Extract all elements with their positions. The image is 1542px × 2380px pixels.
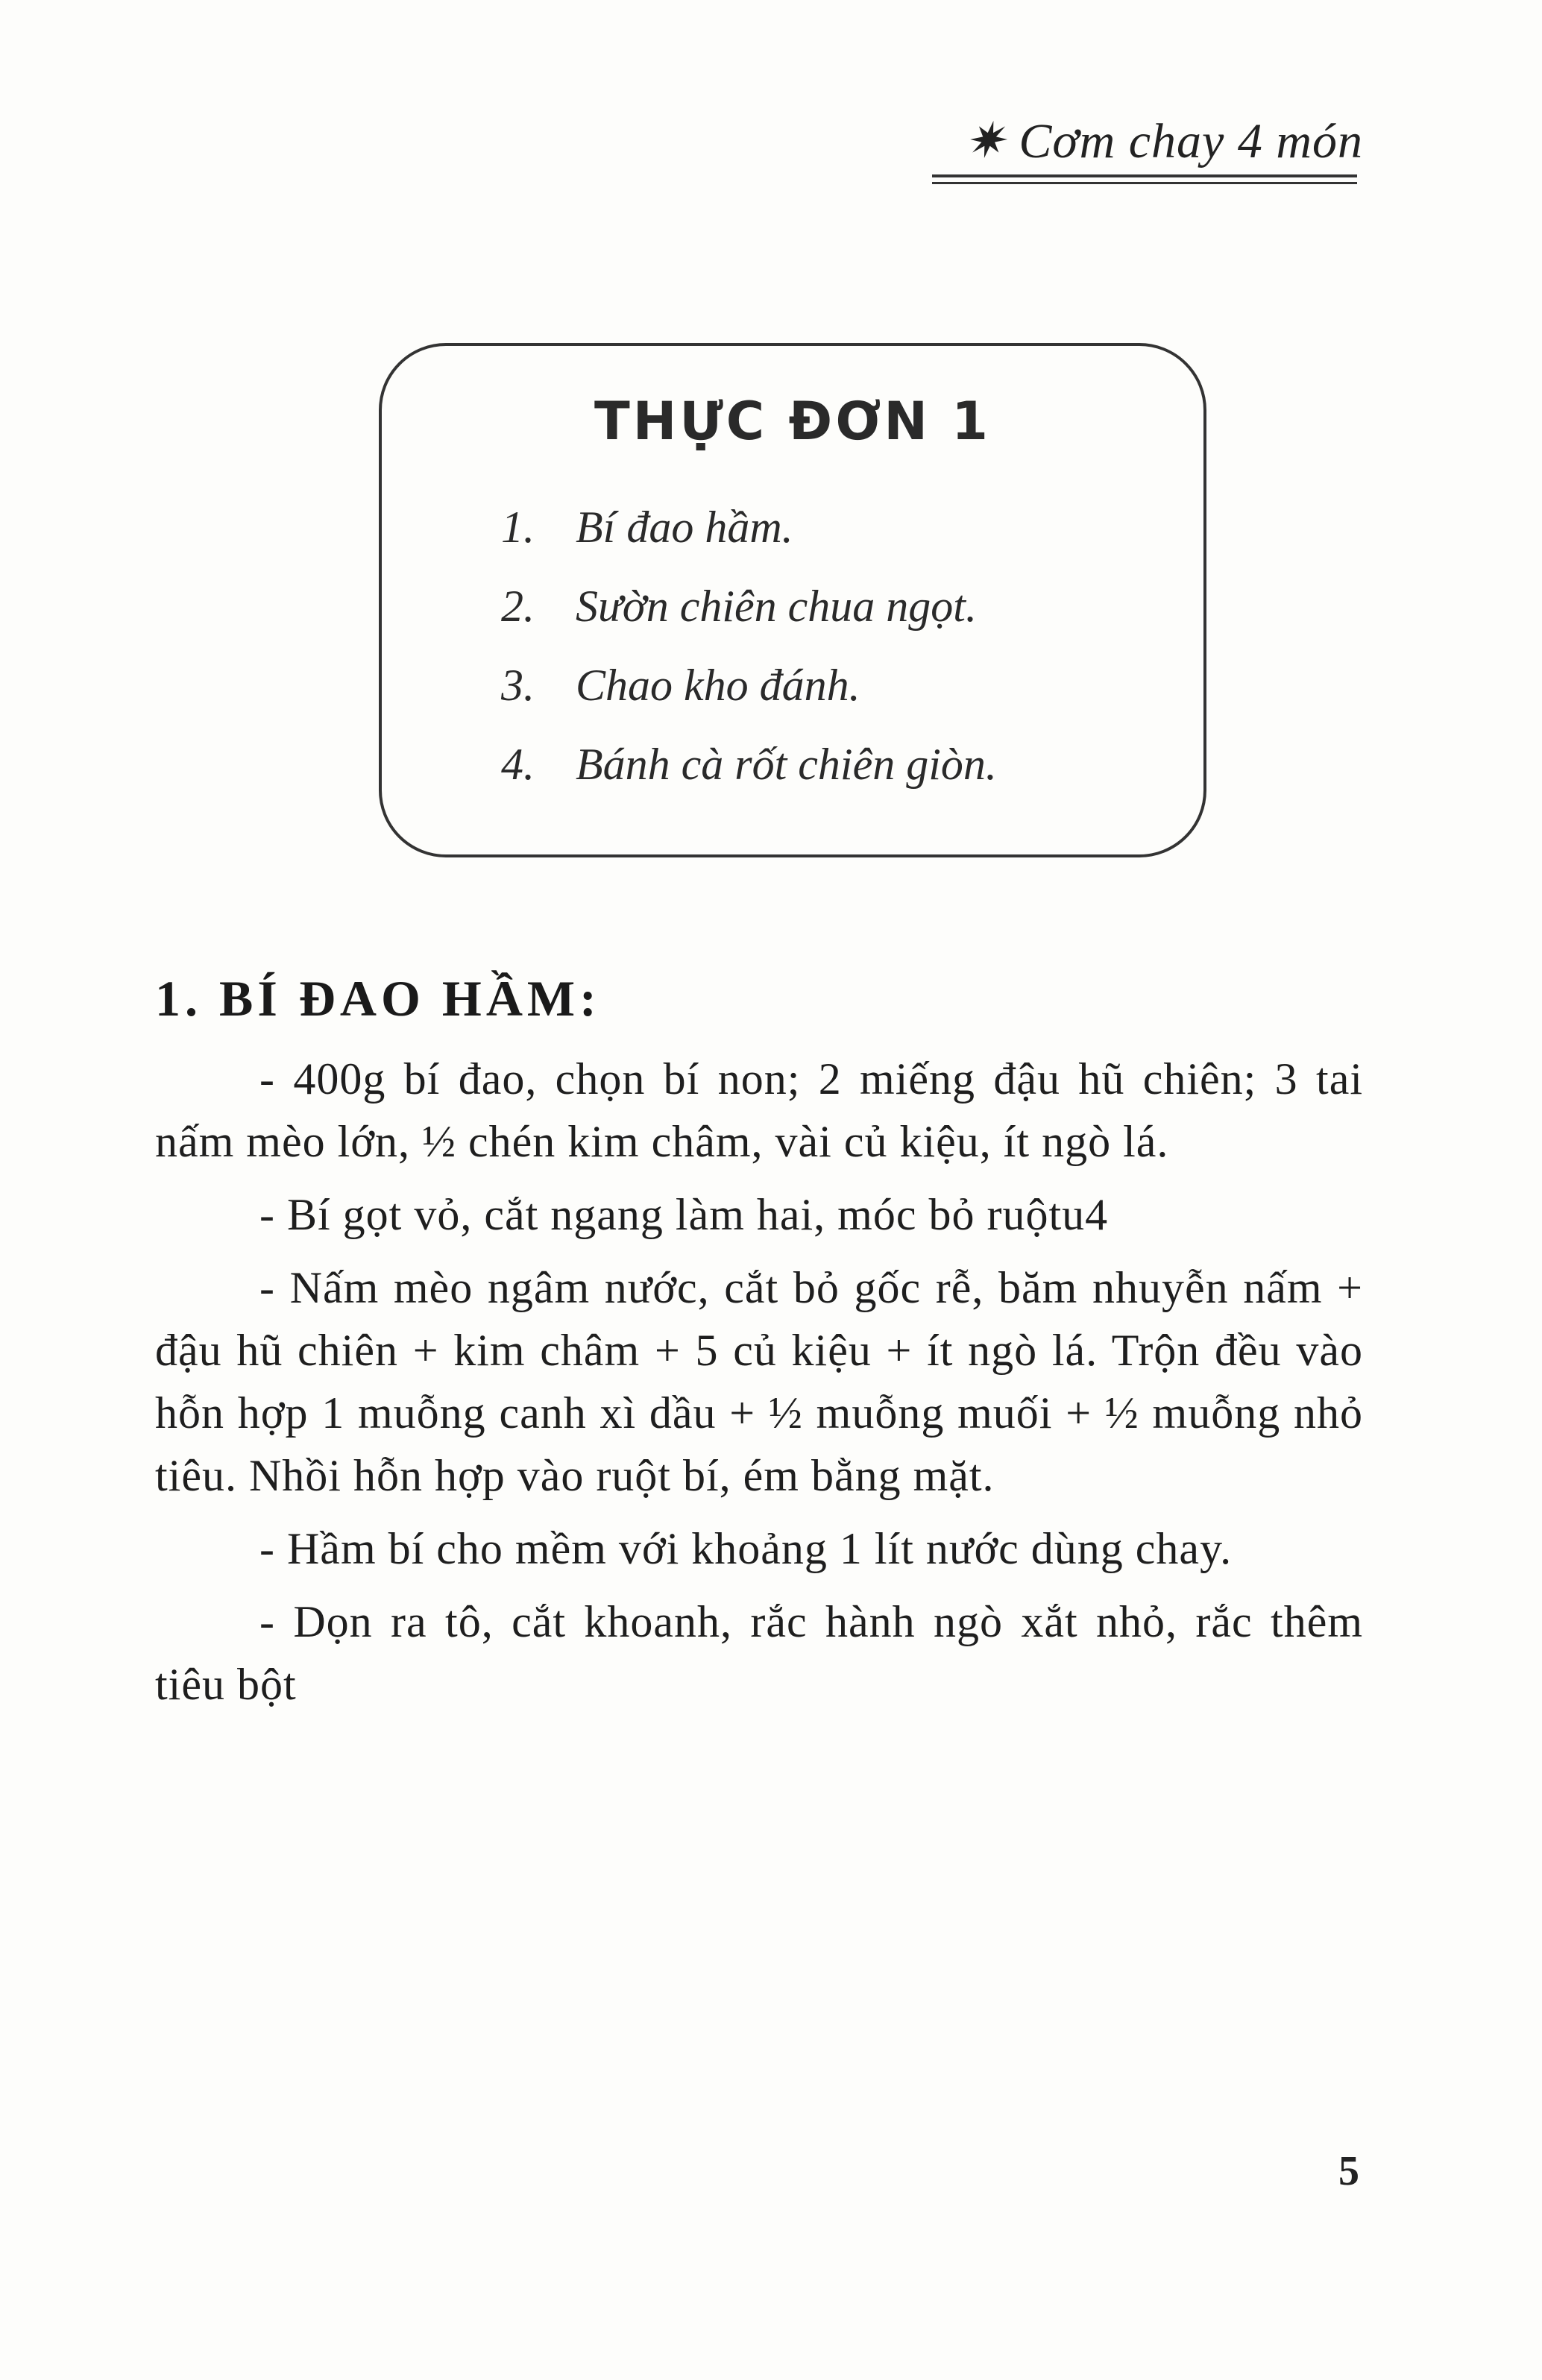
paragraph-step: - Bí gọt vỏ, cắt ngang làm hai, móc bỏ ruộtu4 bbox=[259, 1190, 1109, 1239]
section-title: 1. BÍ ĐAO HẦM: bbox=[155, 970, 601, 1027]
header-rule-top bbox=[932, 174, 1357, 177]
paragraph-ingredients: - 400g bí đao, chọn bí non; 2 miếng đậu hũ chiên; 3 tai nấm mèo lớn, ½ chén kim châm, vài củ kiệu, ít ngò lá. bbox=[155, 1054, 1363, 1166]
header-rule-bottom bbox=[932, 182, 1357, 184]
menu-item bbox=[501, 725, 997, 804]
menu-title: THỰC ĐƠN 1 bbox=[594, 391, 992, 452]
menu-box bbox=[379, 343, 1206, 857]
menu-item-number: 1. bbox=[501, 503, 535, 552]
menu-list bbox=[501, 488, 997, 804]
menu-item bbox=[501, 488, 997, 567]
page-number: 5 bbox=[1338, 2148, 1359, 2194]
menu-item-label: Bánh cà rốt chiên giòn. bbox=[576, 740, 997, 789]
menu-item-number: 3. bbox=[501, 661, 535, 710]
paragraph-step: - Hầm bí cho mềm với khoảng 1 lít nước dùng chay. bbox=[259, 1524, 1233, 1573]
running-header-title: ✷ Cơm chay 4 món bbox=[963, 114, 1363, 169]
menu-item-label: Bí đao hầm. bbox=[576, 503, 793, 552]
menu-item-label: Chao kho đánh. bbox=[576, 661, 860, 710]
menu-item-number: 4. bbox=[501, 740, 535, 789]
menu-item-label: Sườn chiên chua ngọt. bbox=[576, 582, 977, 631]
menu-item-number: 2. bbox=[501, 582, 535, 631]
paragraph-step: - Dọn ra tô, cắt khoanh, rắc hành ngò xắt nhỏ, rắc thêm tiêu bột bbox=[155, 1597, 1363, 1709]
recipe-body bbox=[155, 1048, 1363, 1726]
paragraph-step: - Nấm mèo ngâm nước, cắt bỏ gốc rễ, băm nhuyễn nấm + đậu hũ chiên + kim châm + 5 củ kiệu + ít ngò lá. Trộn đều vào hỗn hợp 1 muỗng canh xì dầu + ½ muỗng muối + ½ muỗng nhỏ tiêu. Nhồi hỗn hợp vào ruột bí, ém bằng mặt. bbox=[155, 1263, 1363, 1500]
menu-item bbox=[501, 646, 997, 725]
menu-item bbox=[501, 567, 997, 646]
